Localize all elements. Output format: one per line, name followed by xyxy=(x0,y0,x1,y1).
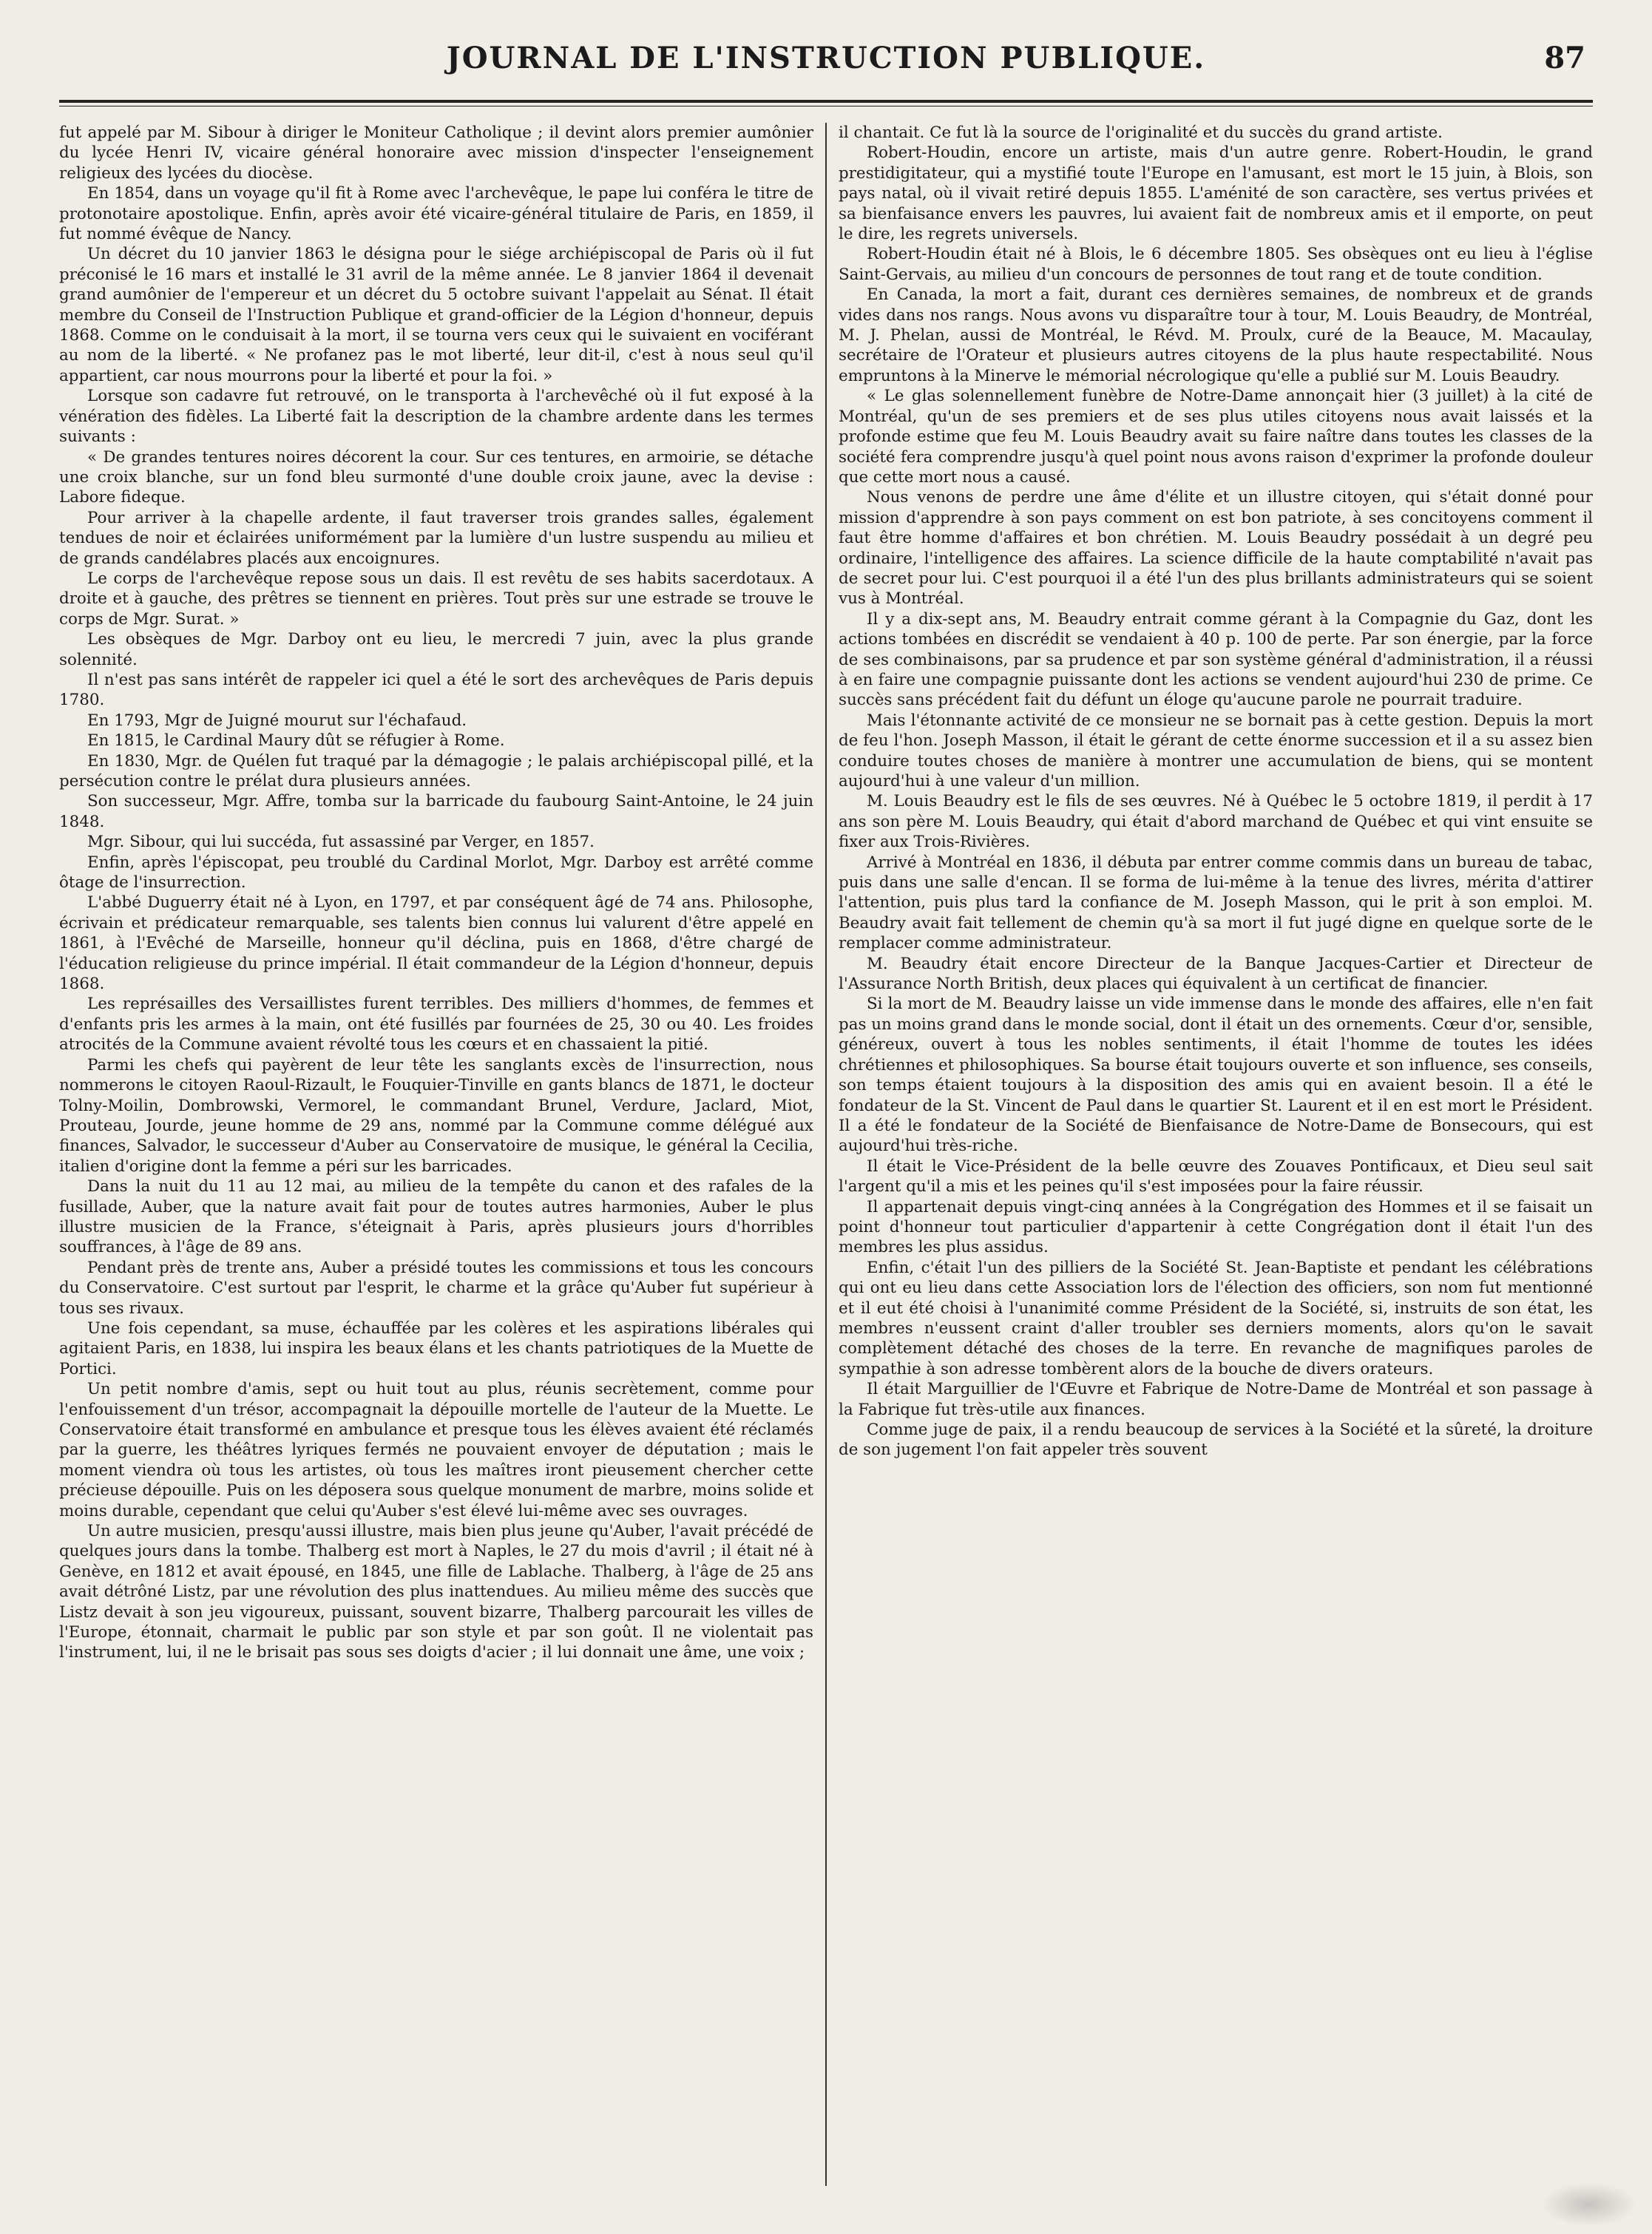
paragraph: En Canada, la mort a fait, durant ces dernières semaines, de nombreux et de grands vides dans nos rangs. Nous avons vu disparaître tour à tour, M. Louis Beaudry, de Montréal, M. J. Phelan, aussi de Montréal, le Révd. M. Proulx, curé de la Beauce, M. Macaulay, secrétaire de l'Orateur et plusieurs autres citoyens de la plus haute respectabilité. Nous empruntons à la Minerve le mémorial nécrologique qu'elle a publié sur M. Louis Beaudry. xyxy=(839,285,1593,385)
paragraph: Un petit nombre d'amis, sept ou huit tout au plus, réunis secrètement, comme pour l'enfouissement d'un trésor, accompagnait la dépouille mortelle de l'auteur de la Muette. Le Conservatoire était transformé en ambulance et presque tous les élèves avaient été réclamés par la guerre, les théâtres lyriques fermés ne pouvaient envoyer de députation ; mais le moment viendra où tous les artistes, où tous les maîtres iront pieusement chercher cette précieuse dépouille. Puis on les déposera sous quelque monument de marbre, moins solide et moins durable, cependant que celui qu'Auber s'est élevé lui-même avec ses ouvrages. xyxy=(59,1380,813,1520)
right-column xyxy=(839,123,1593,2230)
paragraph: Il appartenait depuis vingt-cinq années à la Congrégation des Hommes et il se faisait un point d'honneur tout particulier d'appartenir à cette Congrégation dont il était l'un des membres les plus assidus. xyxy=(839,1197,1593,1257)
paragraph: Il y a dix-sept ans, M. Beaudry entrait comme gérant à la Compagnie du Gaz, dont les actions tombées en discrédit se vendaient à 40 p. 100 de perte. Par son énergie, par la force de ses combinaisons, par sa prudence et par son système général d'administration, il a réussi à en faire une compagnie puissante dont les actions se vendent aujourd'hui 230 de prime. Ce succès sans précédent fait du défunt un éloge qu'aucune parole ne pourrait traduire. xyxy=(839,609,1593,710)
paragraph: Les représailles des Versaillistes furent terribles. Des milliers d'hommes, de femmes et d'enfants pris les armes à la main, ont été fusillés par fournées de 25, 30 ou 40. Les froides atrocités de la Commune avaient révolté tous les cœurs et en chassaient la pitié. xyxy=(59,995,813,1055)
paragraph: Un autre musicien, presqu'aussi illustre, mais bien plus jeune qu'Auber, l'avait précédé de quelques jours dans la tombe. Thalberg est mort à Naples, le 27 du mois d'avril ; il était né à Genève, en 1812 et avait épousé, en 1845, une fille de Lablache. Thalberg, à l'âge de 25 ans avait détrôné Listz, par une révolution des plus inattendues. Au milieu même des succès que Listz devait à son jeu vigoureux, puissant, souvent bizarre, Thalberg parcourait les villes de l'Europe, étonnait, charmait le public par son style et par son goût. Il ne violentait pas l'instrument, lui, il ne le brisait pas sous ses doigts d'acier ; il lui donnait une âme, une voix ; xyxy=(59,1522,813,1662)
paragraph: En 1815, le Cardinal Maury dût se réfugier à Rome. xyxy=(87,731,505,751)
paragraph: Il n'est pas sans intérêt de rappeler ici quel a été le sort des archevêques de Paris depuis 1780. xyxy=(59,670,813,710)
paragraph: M. Louis Beaudry est le fils de ses œuvres. Né à Québec le 5 octobre 1819, il perdit à 17 ans son père M. Louis Beaudry, qui était d'abord marchand de Québec et qui vint ensuite se fixer aux Trois-Rivières. xyxy=(839,792,1593,852)
paragraph: En 1793, Mgr de Juigné mourut sur l'échafaud. xyxy=(87,711,467,730)
paragraph: Robert-Houdin était né à Blois, le 6 décembre 1805. Ses obsèques ont eu lieu à l'église Saint-Gervais, au milieu d'un concours de personnes de tout rang et de toute condition. xyxy=(839,245,1593,284)
column-divider xyxy=(813,123,839,2230)
header-rule xyxy=(59,100,1593,106)
paragraph: Il était le Vice-Président de la belle œuvre des Zouaves Pontificaux, et Dieu seul sait l'argent qu'il a mis et les peines qu'il s'est imposées pour la faire réussir. xyxy=(839,1157,1593,1196)
paragraph: Mgr. Sibour, qui lui succéda, fut assassiné par Verger, en 1857. xyxy=(87,833,595,852)
paragraph: Lorsque son cadavre fut retrouvé, on le transporta à l'archevêché où il fut exposé à la vénération des fidèles. La Liberté fait la description de la chambre ardente dans les termes suivants : xyxy=(59,387,813,447)
paragraph: M. Beaudry était encore Directeur de la Banque Jacques-Cartier et Directeur de l'Assurance North British, deux places qui équivalent à un certificat de financier. xyxy=(839,954,1593,994)
paragraph: Pour arriver à la chapelle ardente, il faut traverser trois grandes salles, également tendues de noir et éclairées uniformément par la lumière d'un lustre suspendu au milieu et de grands candélabres placés aux encoignures. xyxy=(59,508,813,568)
paragraph: Enfin, après l'épiscopat, peu troublé du Cardinal Morlot, Mgr. Darboy est arrêté comme ôtage de l'insurrection. xyxy=(59,853,813,893)
paragraph: Son successeur, Mgr. Affre, tomba sur la barricade du faubourg Saint-Antoine, le 24 juin 1848. xyxy=(59,792,813,831)
paragraph: Dans la nuit du 11 au 12 mai, au milieu de la tempête du canon et des rafales de la fusillade, Auber, que la nature avait fait pour de toutes autres harmonies, Auber le plus illustre musicien de la France, s'éteignait à Paris, après plusieurs jours d'horribles souffrances, à l'âge de 89 ans. xyxy=(59,1177,813,1257)
text-columns xyxy=(59,123,1593,2230)
paragraph: Mais l'étonnante activité de ce monsieur ne se bornait pas à cette gestion. Depuis la mort de feu l'hon. Joseph Masson, il était le gérant de cette énorme succession et il a su assez bien conduire toutes choses de manière à montrer une accumulation de biens, qui se montent aujourd'hui à une valeur d'un million. xyxy=(839,711,1593,791)
paragraph: « Le glas solennellement funèbre de Notre-Dame annonçait hier (3 juillet) à la cité de Montréal, qu'un de ses premiers et de ses plus utiles citoyens nous avait laissés et la profonde estime que feu M. Louis Beaudry avait su faire naître dans toutes les classes de la société fera comprendre jusqu'à quel point nous avons raison d'exprimer la profonde douleur que cette mort nous a causé. xyxy=(839,387,1593,487)
paragraph: Il était Marguillier de l'Œuvre et Fabrique de Notre-Dame de Montréal et son passage à la Fabrique fut très-utile aux finances. xyxy=(839,1380,1593,1419)
paragraph: Une fois cependant, sa muse, échauffée par les colères et les aspirations libérales qui agitaient Paris, en 1838, lui inspira les beaux élans et les chants patriotiques de la Muette de Portici. xyxy=(59,1319,813,1378)
paragraph: Si la mort de M. Beaudry laisse un vide immense dans le monde des affaires, elle n'en fait pas un moins grand dans le monde social, dont il était un des ornements. Cœur d'or, sensible, généreux, ouvert à tous les nobles sentiments, il était l'homme de toutes les idées chrétiennes et philosophiques. Sa bourse était toujours ouverte et son influence, ses conseils, son temps étaient toujours à la disposition des amis qui en avaient besoin. Il a été le fondateur de la St. Vincent de Paul dans le quartier St. Laurent et il en est mort le Président. Il a été le fondateur de la Société de Bienfaisance de Notre-Dame de Bonsecours, qui est aujourd'hui très-riche. xyxy=(839,995,1593,1156)
paragraph: Comme juge de paix, il a rendu beaucoup de services à la Société et la sûreté, la droiture de son jugement l'on fait appeler très souvent xyxy=(839,1421,1593,1460)
paragraph: Arrivé à Montréal en 1836, il débuta par entrer comme commis dans un bureau de tabac, puis dans une salle d'encan. Il se forma de lui-même à la tenue des livres, mérita d'attirer l'attention, puis plus tard la confiance de M. Joseph Masson, qui le prit à son emploi. M. Beaudry avait fait tellement de chemin qu'à sa mort il fut jugé digne en quelque sorte de le remplacer comme administrateur. xyxy=(839,853,1593,953)
paragraph: Enfin, c'était l'un des pilliers de la Société St. Jean-Baptiste et pendant les célébrations qui ont eu lieu dans cette Association lors de l'élection des officiers, son nom fut mentionné et il eut été choisi à l'unanimité comme Président de la Société, si, instruits de son état, les membres n'eussent craint d'aller troubler ses derniers moments, alors qu'on le savait complètement détaché des choses de la terre. En revanche de magnifiques paroles de sympathie à son adresse tombèrent alors de la bouche de divers orateurs. xyxy=(839,1258,1593,1378)
page-number: 87 xyxy=(1544,41,1585,75)
paragraph: Robert-Houdin, encore un artiste, mais d'un autre genre. Robert-Houdin, le grand prestidigitateur, qui a mystifié toute l'Europe en l'amusant, est mort le 15 juin, à Blois, son pays natal, où il vivait retiré depuis 1855. L'aménité de son caractère, ses vertus privées et sa bienfaisance envers les pauvres, lui avaient fait de nombreux amis et il emporte, on peut le dire, les regrets universels. xyxy=(839,143,1593,244)
paper-stain xyxy=(1541,2182,1637,2227)
paragraph: Un décret du 10 janvier 1863 le désigna pour le siége archiépiscopal de Paris où il fut préconisé le 16 mars et installé le 31 avril de la même année. Le 8 janvier 1864 il devenait grand aumônier de l'empereur et un décret du 5 octobre suivant l'appelait au Sénat. Il était membre du Conseil de l'Instruction Publique et grand-officier de la Légion d'honneur, depuis 1868. Comme on le conduisait à la mort, il se tourna vers ceux qui le suivaient en vociférant au nom de la liberté. « Ne profanez pas le mot liberté, leur dit-il, c'est à nous seul qu'il appartient, car nous mourrons pour la liberté et pour la foi. » xyxy=(59,245,813,385)
left-column xyxy=(59,123,813,2230)
page-header xyxy=(59,41,1593,85)
paragraph: En 1830, Mgr. de Quélen fut traqué par la démagogie ; le palais archiépiscopal pillé, et la persécution contre le prélat dura plusieurs années. xyxy=(59,751,813,791)
paragraph: Les obsèques de Mgr. Darboy ont eu lieu, le mercredi 7 juin, avec la plus grande solennité. xyxy=(59,630,813,669)
paragraph: Nous venons de perdre une âme d'élite et un illustre citoyen, qui s'était donné pour mission d'apprendre à son pays comment on est bon patriote, à ses concitoyens comment il faut être homme d'affaires et bon chrétien. M. Louis Beaudry possédait à un degré peu ordinaire, l'intelligence des affaires. La science difficile de la haute comptabilité n'avait pas de secret pour lui. C'est pourquoi il a été l'un des plus brillants administrateurs qui se soient vus à Montréal. xyxy=(839,488,1593,609)
paragraph: il chantait. Ce fut là la source de l'originalité et du succès du grand artiste. xyxy=(839,123,1443,142)
paragraph: L'abbé Duguerry était né à Lyon, en 1797, et par conséquent âgé de 74 ans. Philosophe, écrivain et prédicateur remarquable, ses talents bien connus lui valurent d'être appelé en 1861, à l'Evêché de Marseille, honneur qu'il déclina, puis en 1868, d'être chargé de l'éducation religieuse du prince impérial. Il était commandeur de la Légion d'honneur, depuis 1868. xyxy=(59,893,813,994)
paragraph: Parmi les chefs qui payèrent de leur tête les sanglants excès de l'insurrection, nous nommerons le citoyen Raoul-Rizault, le Fouquier-Tinville en gants blancs de 1871, le docteur Tolny-Moilin, Dombrowski, Vermorel, le commandant Brunel, Verdure, Jaclard, Miot, Prouteau, Jourde, jeune homme de 29 ans, nommé par la Commune comme délégué aux finances, Salvador, le successeur d'Auber au Conservatoire de musique, le général la Cecilia, italien d'origine dont la femme a péri sur les barricades. xyxy=(59,1055,813,1176)
running-title: JOURNAL DE L'INSTRUCTION PUBLIQUE. xyxy=(446,41,1206,75)
paragraph: « De grandes tentures noires décorent la cour. Sur ces tentures, en armoirie, se détache une croix blanche, sur un fond bleu surmonté d'une double croix jaune, avec la devise : Labore fideque. xyxy=(59,447,813,507)
paragraph: fut appelé par M. Sibour à diriger le Moniteur Catholique ; il devint alors premier aumônier du lycée Henri IV, vicaire général honoraire avec mission d'inspecter l'enseignement religieux des lycées du diocèse. xyxy=(59,123,813,183)
paragraph: Pendant près de trente ans, Auber a présidé toutes les commissions et tous les concours du Conservatoire. C'est surtout par l'esprit, le charme et la grâce qu'Auber fut supérieur à tous ses rivaux. xyxy=(59,1258,813,1318)
paragraph: Le corps de l'archevêque repose sous un dais. Il est revêtu de ses habits sacerdotaux. A droite et à gauche, des prêtres se tiennent en prières. Tout près sur une estrade se trouve le corps de Mgr. Surat. » xyxy=(59,569,813,629)
paragraph: En 1854, dans un voyage qu'il fit à Rome avec l'archevêque, le pape lui conféra le titre de protonotaire apostolique. Enfin, après avoir été vicaire-général titulaire de Paris, en 1859, il fut nommé évêque de Nancy. xyxy=(59,184,813,244)
